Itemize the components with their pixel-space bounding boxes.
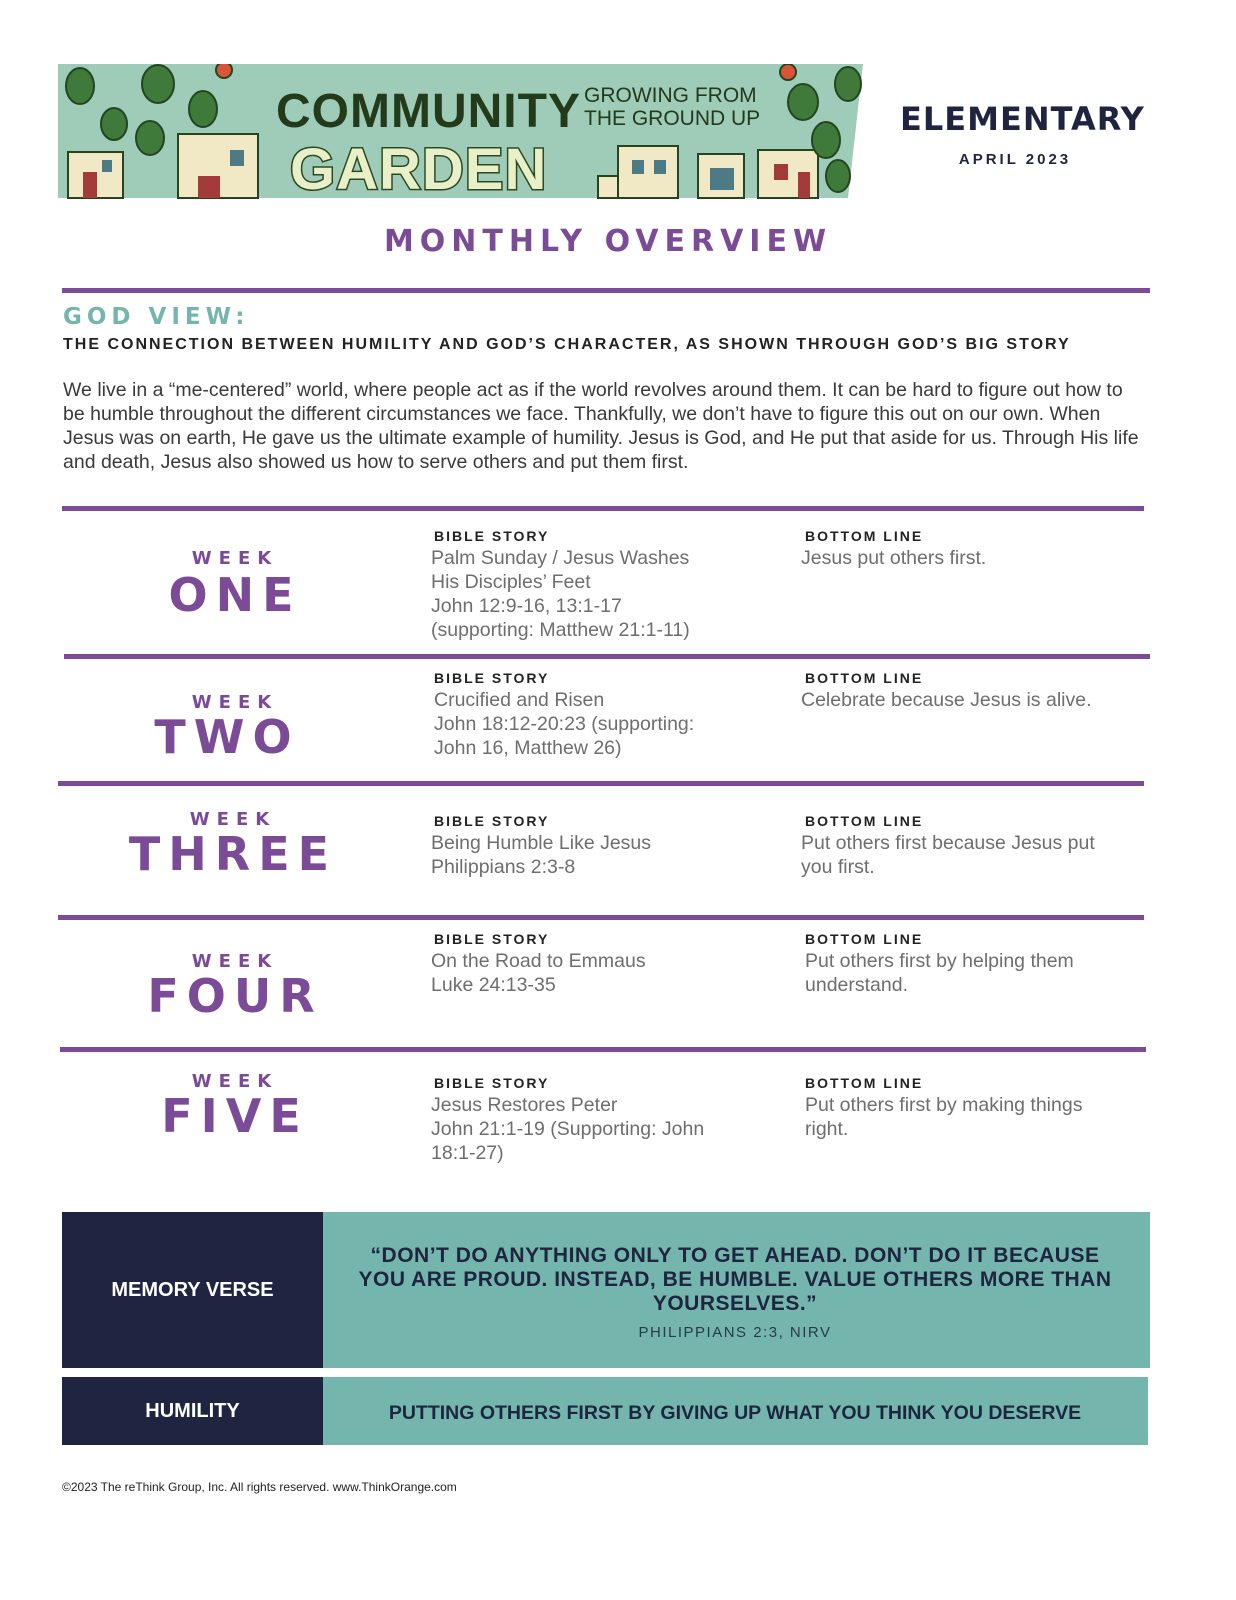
memory-verse-reference: PHILIPPIANS 2:3, NIRV — [638, 1324, 832, 1341]
week-number: FIVE — [161, 1089, 309, 1143]
bottom-line-text — [801, 546, 986, 570]
bottom-line: Put others first by helping them — [805, 950, 1074, 972]
bottom-line: you first. — [801, 856, 875, 878]
story-line: Jesus Restores Peter — [431, 1094, 618, 1116]
week-word: WEEK — [191, 548, 279, 569]
divider — [58, 915, 1144, 920]
week-number: ONE — [168, 568, 302, 622]
bottom-line-label: BOTTOM LINE — [805, 1075, 924, 1091]
verse-line: YOU ARE PROUD. INSTEAD, BE HUMBLE. VALUE OTHERS MORE THAN — [358, 1268, 1112, 1291]
divider — [58, 781, 1144, 786]
verse-line: YOURSELVES.” — [652, 1292, 818, 1315]
virtue-definition: PUTTING OTHERS FIRST BY GIVING UP WHAT YOU THINK YOU DESERVE — [388, 1402, 1082, 1424]
memory-verse-text — [330, 1244, 1140, 1316]
divider — [60, 1047, 1146, 1052]
week-number: THREE — [128, 827, 338, 881]
divider — [62, 506, 1144, 511]
copyright-notice: ©2023 The reThink Group, Inc. All rights reserved. www.ThinkOrange.com — [62, 1480, 457, 1494]
bottom-line-text — [805, 1093, 1082, 1141]
community-garden-banner — [58, 64, 878, 200]
memory-verse-label: MEMORY VERSE — [62, 1212, 323, 1368]
god-view-subtitle: THE CONNECTION BETWEEN HUMILITY AND GOD’S CHARACTER, AS SHOWN THROUGH GOD’S BIG STORY — [63, 336, 1071, 353]
bible-story-text — [431, 546, 690, 642]
banner-tagline-line2: THE GROUND UP — [584, 107, 761, 130]
bottom-line: Put others first because Jesus put — [801, 832, 1095, 854]
grade-level: ELEMENTARY — [900, 100, 1145, 138]
god-view-body: We live in a “me-centered” world, where people act as if the world revolves around them. It can be hard to figure out how to be humble throughout the different circumstances we face. Thankfully, we don’t have to figure this out on our own. When Jesus was on earth, He gave us the ultimate example of humility. Jesus is God, and He put that aside for us. Through His life and death, Jesus also showed us how to serve others and put them first. — [63, 379, 1139, 473]
bottom-line-label: BOTTOM LINE — [805, 670, 924, 686]
page-title: MONTHLY OVERVIEW — [383, 224, 833, 259]
story-line: On the Road to Emmaus — [431, 950, 646, 972]
week-number: TWO — [154, 710, 300, 764]
story-line: Philippians 2:3-8 — [431, 856, 576, 878]
bible-story-text — [431, 1093, 704, 1165]
verse-line: “DON’T DO ANYTHING ONLY TO GET AHEAD. DON’T DO IT BECAUSE — [370, 1244, 1100, 1267]
bible-story-label: BIBLE STORY — [434, 931, 550, 947]
story-line: His Disciples’ Feet — [431, 571, 591, 593]
week-word: WEEK — [189, 809, 277, 830]
banner-tagline — [584, 84, 760, 130]
story-line: Luke 24:13-35 — [431, 974, 556, 996]
week-word: WEEK — [191, 951, 279, 972]
story-line: Being Humble Like Jesus — [431, 832, 652, 854]
week-number: FOUR — [147, 969, 323, 1023]
story-line: Crucified and Risen — [434, 689, 605, 711]
virtue-label: HUMILITY — [62, 1377, 323, 1445]
story-line: (supporting: Matthew 21:1-11) — [431, 619, 690, 641]
story-line: John 16, Matthew 26) — [434, 737, 622, 759]
banner-tagline-line1: GROWING FROM — [584, 84, 757, 107]
bible-story-label: BIBLE STORY — [434, 1075, 550, 1091]
bible-story-label: BIBLE STORY — [434, 670, 550, 686]
banner-title-garden: GARDEN — [290, 137, 548, 202]
divider — [62, 288, 1150, 293]
bottom-line: Put others first by making things — [805, 1094, 1083, 1116]
bottom-line: understand. — [805, 974, 908, 996]
week-two-row — [60, 660, 1150, 780]
bible-story-label: BIBLE STORY — [434, 528, 550, 544]
bible-story-label: BIBLE STORY — [434, 813, 550, 829]
god-view-label: GOD VIEW: — [63, 304, 250, 330]
week-word: WEEK — [191, 1071, 279, 1092]
week-five-row — [60, 1053, 1150, 1193]
divider — [64, 654, 1150, 659]
week-word: WEEK — [191, 692, 279, 713]
banner-title-community: COMMUNITY — [276, 85, 581, 138]
bottom-line: Jesus put others first. — [801, 547, 987, 569]
bottom-line-label: BOTTOM LINE — [805, 813, 924, 829]
bottom-line: Celebrate because Jesus is alive. — [801, 689, 1092, 711]
story-line: John 18:12-20:23 (supporting: — [434, 713, 695, 735]
week-one-row — [60, 512, 1150, 652]
bottom-line: right. — [805, 1118, 849, 1140]
story-line: John 21:1-19 (Supporting: John — [431, 1118, 705, 1140]
story-line: Palm Sunday / Jesus Washes — [431, 547, 690, 569]
bottom-line-text — [805, 949, 1074, 997]
week-four-row — [60, 921, 1150, 1045]
month-date: APRIL 2023 — [958, 151, 1072, 168]
bible-story-text — [431, 949, 646, 997]
story-line: John 12:9-16, 13:1-17 — [431, 595, 622, 617]
bottom-line-label: BOTTOM LINE — [805, 931, 924, 947]
week-three-row — [60, 787, 1150, 913]
story-line: 18:1-27) — [431, 1142, 504, 1164]
bible-story-text — [434, 688, 694, 760]
bible-story-text — [431, 831, 651, 879]
bottom-line-text — [801, 831, 1095, 879]
bottom-line-label: BOTTOM LINE — [805, 528, 924, 544]
bottom-line-text — [801, 688, 1092, 712]
